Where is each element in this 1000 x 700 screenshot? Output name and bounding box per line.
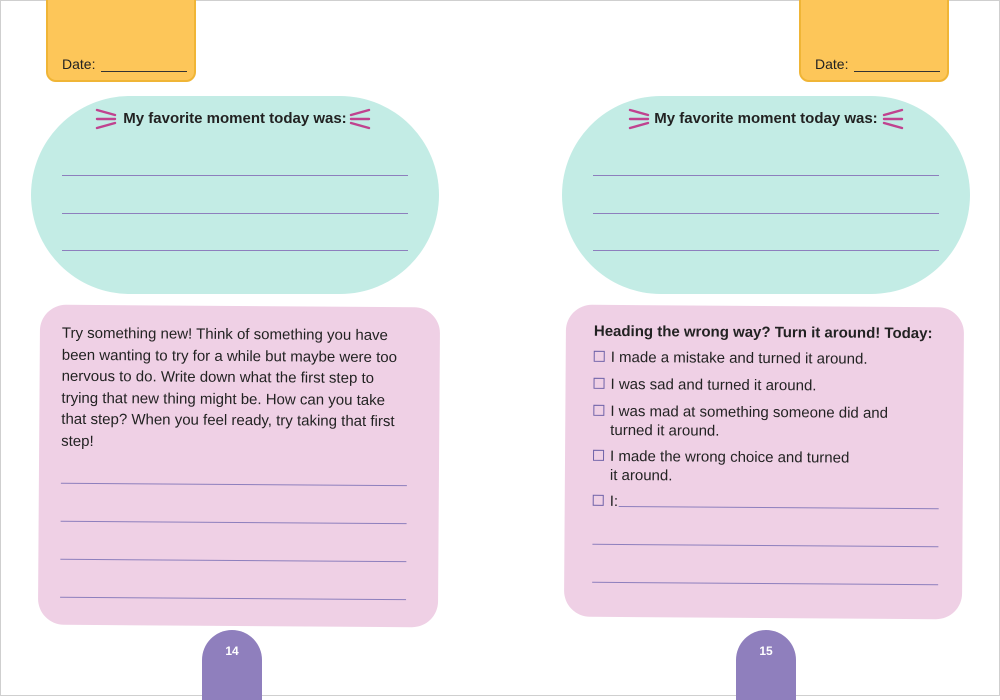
checklist-item[interactable] bbox=[594, 349, 934, 370]
checklist-heading: Heading the wrong way? Turn it around! Today: bbox=[593, 322, 933, 343]
writing-line[interactable] bbox=[592, 544, 938, 547]
writing-line[interactable] bbox=[62, 175, 408, 176]
date-tab bbox=[46, 0, 196, 82]
left-page bbox=[0, 0, 500, 696]
checkbox-icon[interactable] bbox=[594, 351, 605, 362]
writing-line[interactable] bbox=[62, 213, 408, 214]
writing-line[interactable] bbox=[60, 559, 406, 562]
checklist-item[interactable] bbox=[593, 376, 933, 397]
checklist-item-label-continued: it around. bbox=[609, 466, 673, 484]
writing-line[interactable] bbox=[61, 483, 407, 486]
activity-panel bbox=[38, 305, 440, 628]
favorite-moment-bubble bbox=[31, 96, 439, 294]
checklist-item-label: I made the wrong choice and turned bbox=[609, 447, 850, 467]
checklist-item[interactable] bbox=[593, 403, 933, 442]
date-write-line[interactable] bbox=[101, 70, 187, 72]
checkbox-icon[interactable] bbox=[593, 495, 604, 506]
checklist-item-label: I was sad and turned it around. bbox=[610, 375, 817, 395]
checklist-item-label: I made a mistake and turned it around. bbox=[610, 348, 868, 368]
checklist-item[interactable] bbox=[593, 448, 933, 487]
date-label: Date: bbox=[62, 56, 96, 72]
page-number-tab: 15 bbox=[736, 630, 796, 700]
writing-line[interactable] bbox=[60, 597, 406, 600]
page-number-tab: 14 bbox=[202, 630, 262, 700]
checklist-panel bbox=[564, 305, 964, 620]
burst-right-icon bbox=[880, 106, 904, 132]
right-page bbox=[500, 0, 1000, 696]
favorite-moment-prompt: My favorite moment today was: bbox=[654, 110, 878, 127]
checkbox-icon[interactable] bbox=[593, 405, 604, 416]
burst-right-icon bbox=[347, 106, 371, 132]
writing-line[interactable] bbox=[593, 175, 939, 176]
date-write-line[interactable] bbox=[854, 70, 940, 72]
checkbox-icon[interactable] bbox=[594, 378, 605, 389]
writing-line[interactable] bbox=[62, 250, 408, 251]
date-tab bbox=[799, 0, 949, 82]
writing-line[interactable] bbox=[61, 521, 407, 524]
writing-line[interactable] bbox=[593, 213, 939, 214]
date-label: Date: bbox=[815, 56, 849, 72]
writing-line[interactable] bbox=[593, 250, 939, 251]
favorite-moment-bubble bbox=[562, 96, 970, 294]
checklist-item-label-continued: turned it around. bbox=[610, 421, 720, 440]
checklist-item-label: I was mad at something someone did and bbox=[610, 402, 889, 422]
checklist-item-label: I: bbox=[609, 492, 619, 510]
writing-line[interactable] bbox=[592, 582, 938, 585]
checklist-item-other[interactable] bbox=[593, 493, 933, 514]
checkbox-icon[interactable] bbox=[593, 450, 604, 461]
favorite-moment-prompt: My favorite moment today was: bbox=[123, 110, 347, 127]
activity-prompt: Try something new! Think of something you have been wanting to try for a while but maybe were too nervous to do. Write down what the first step to trying that new thing might be. How can you take that step? When you feel ready, try taking that first step! bbox=[61, 324, 398, 450]
